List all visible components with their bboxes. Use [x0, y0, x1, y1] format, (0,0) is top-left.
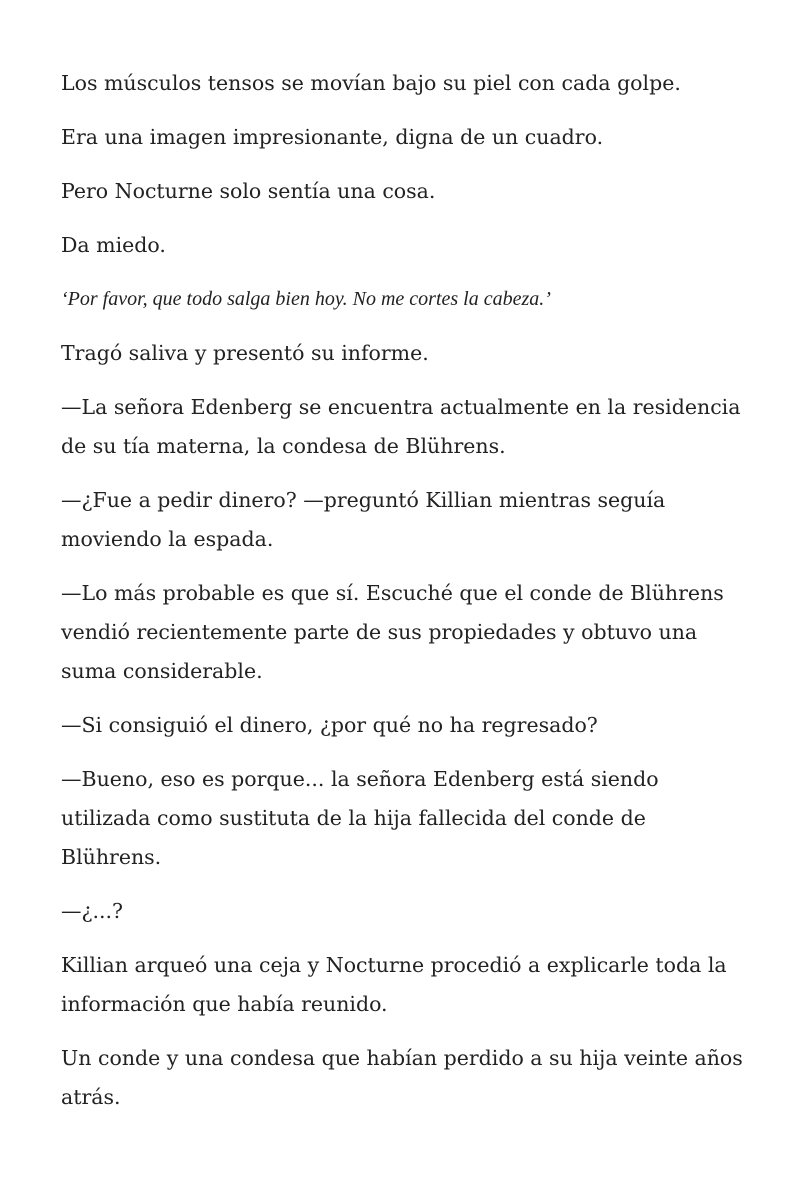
paragraph: Tragó saliva y presentó su informe. — [61, 341, 429, 365]
paragraph: —La señora Edenberg se encuentra actualmente en la residencia de su tía materna, la condesa de Blührens. — [61, 395, 741, 458]
paragraph: —¿...? — [61, 899, 124, 923]
paragraph: Un conde y una condesa que habían perdido a su hija veinte años atrás. — [61, 1046, 743, 1109]
italic-thought-paragraph: ‘Por favor, que todo salga bien hoy. No me cortes la cabeza.’ — [61, 288, 551, 310]
paragraph: —Si consiguió el dinero, ¿por qué no ha regresado? — [61, 713, 598, 737]
paragraph: Pero Nocturne solo sentía una cosa. — [61, 179, 436, 203]
paragraph: —Lo más probable es que sí. Escuché que el conde de Blührens vendió recientemente parte de sus propiedades y obtuvo una suma considerable. — [61, 581, 724, 683]
paragraph: Era una imagen impresionante, digna de un cuadro. — [61, 125, 604, 149]
paragraph: Da miedo. — [61, 233, 166, 257]
paragraph: —Bueno, eso es porque... la señora Edenberg está siendo utilizada como sustituta de la hija fallecida del conde de Blührens. — [61, 767, 659, 869]
paragraph: Los músculos tensos se movían bajo su piel con cada golpe. — [61, 71, 681, 95]
paragraph: —¿Fue a pedir dinero? —preguntó Killian mientras seguía moviendo la espada. — [61, 488, 666, 551]
document-page — [61, 64, 751, 1132]
paragraph: Killian arqueó una ceja y Nocturne procedió a explicarle toda la información que había reunido. — [61, 953, 727, 1016]
